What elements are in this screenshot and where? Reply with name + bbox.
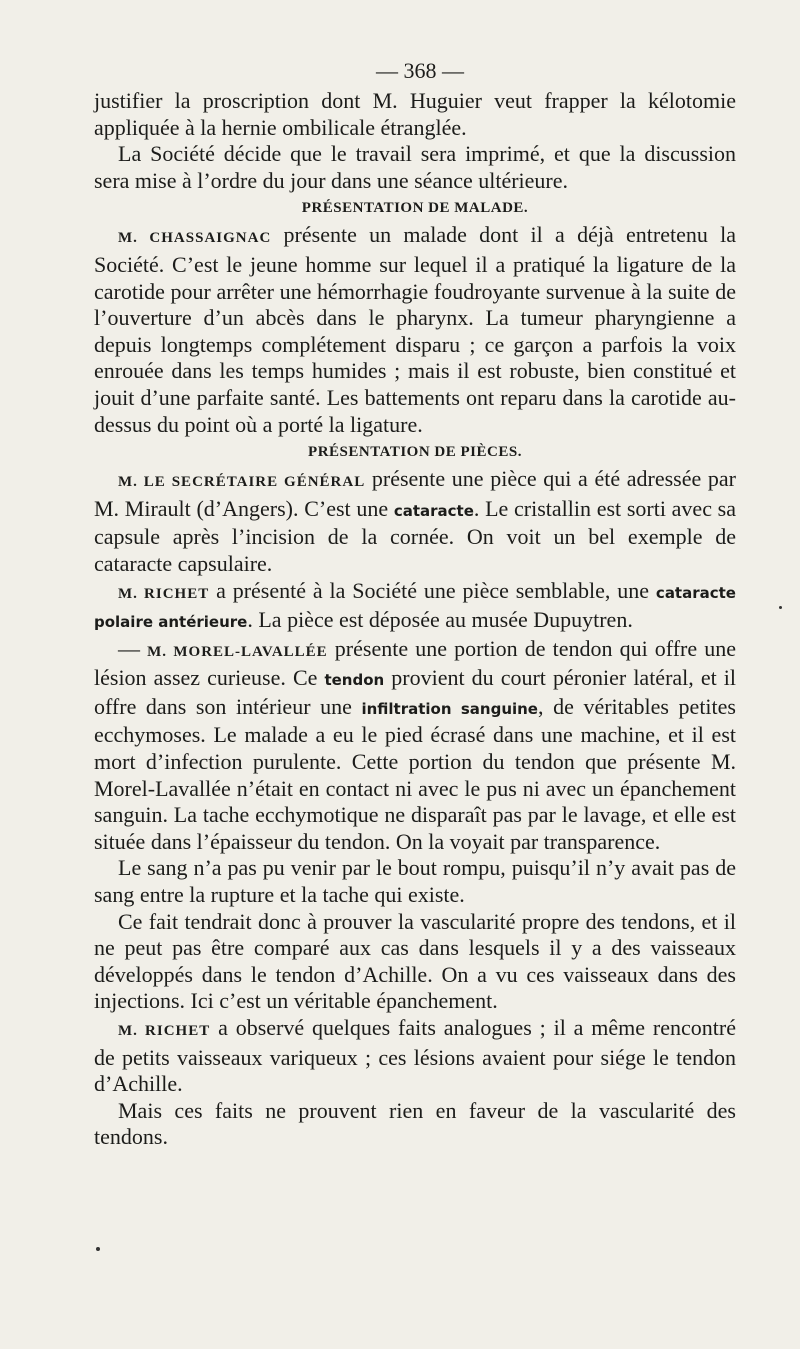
term-cataracte-polaire: cataracte polaire antérieure — [94, 583, 736, 632]
speaker-richet-2: M. RICHET — [118, 1023, 211, 1039]
text-richet-2: a observé quelques faits analogues ; il a même rencontré de petits vaisseaux variqueux ; ces lésions avaient pour siége le tendon d’Achille. — [94, 1015, 736, 1097]
text-chassaignac: présente un malade dont il a déjà entretenu la Société. C’est le jeune homme sur lequel il a pratiqué la ligature de la carotide pour arrêter une hémorrhagie foudroyante survenue à la suite de l’ouverture d’un abcès dans le pharynx. La tumeur pharyngienne a depuis longtemps complétement disparu ; ce garçon a parfois la voix enrouée dans les temps humides ; mais il est robuste, bien constitué et jouit d’une parfaite santé. Les battements ont reparu dans la carotide au-dessus du point où a porté la ligature. — [94, 222, 736, 437]
text-secretaire-a: présente une pièce qui a été adressée par M. Mirault (d’Angers). C’est une — [94, 466, 736, 521]
term-infiltration-sanguine: infiltration sanguine — [361, 699, 538, 718]
paragraph-chassaignac — [94, 222, 736, 438]
text-morel-a: présente une portion de tendon qui offre une lésion assez curieuse. Ce — [94, 635, 737, 691]
ink-spot — [779, 606, 782, 609]
paragraph-2: La Société décide que le travail sera imprimé, et que la discussion sera mise à l’ordre du jour dans une séance ultérieure. — [94, 141, 736, 193]
text-richet-1b: . La pièce est déposée au musée Dupuytren. — [247, 607, 633, 633]
paragraph-secretaire — [94, 466, 736, 577]
paragraph-8: Ce fait tendrait donc à prouver la vascularité propre des tendons, et il ne peut pas être comparé aux cas dans lesquels il y a des vaisseaux développés dans le tendon d’Achille. On a vu ces vaisseaux dans des injections. Ici c’est un véritable épanchement. — [94, 908, 736, 1014]
text-richet-1a: a présenté à la Société une pièce semblable, une — [209, 577, 656, 603]
speaker-richet-1: M. RICHET — [118, 585, 210, 602]
term-cataracte: cataracte — [393, 501, 474, 520]
em-dash: — — [118, 635, 148, 661]
paragraph-1: justifier la proscription dont M. Huguier veut frapper la kélotomie appliquée à la hernie ombilicale étranglée. — [94, 88, 736, 140]
section-heading-malade: PRÉSENTATION DE MALADE. — [301, 200, 529, 217]
page-number: — 368 — — [376, 58, 464, 83]
text-morel-b: provient du court péronier latéral, et il offre dans son intérieur une — [94, 665, 737, 719]
text-morel-c: , de véritables petites ecchymoses. Le malade a eu le pied écrasé dans une machine, et il est mort d’infection purulente. Cette portion du tendon que présente M. Morel-Lavallée n’était en contact ni avec le pus ni avec un épanchement sanguin. La tache ecchymotique ne disparaît pas par le lavage, et elle est située dans l’épaisseur du tendon. On la voyait par transparence. — [94, 693, 736, 854]
speaker-chassaignac: M. CHASSAIGNAC — [118, 230, 272, 247]
speaker-secretaire: M. LE SECRÉTAIRE GÉNÉRAL — [118, 474, 366, 491]
ink-spot — [96, 1247, 100, 1251]
paragraph-7: Le sang n’a pas pu venir par le bout rompu, puisqu’il n’y avait pas de sang entre la rupture et la tache qui existe. — [94, 855, 736, 908]
paragraph-morel-lavallee — [94, 636, 736, 856]
speaker-morel-lavallee: M. MOREL-LAVALLÉE — [147, 643, 328, 660]
paragraph-10: Mais ces faits ne prouvent rien en faveur de la vascularité des tendons. — [94, 1097, 736, 1150]
paragraph-richet-2 — [94, 1015, 736, 1098]
text-secretaire-b: . Le cristallin est sorti avec sa capsule après l’incision de la cornée. On voit un bel exemple de cataracte capsulaire. — [94, 495, 736, 576]
section-heading-pieces: PRÉSENTATION DE PIÈCES. — [308, 444, 522, 461]
term-tendon: tendon — [324, 671, 385, 690]
paragraph-richet-1 — [94, 578, 736, 636]
